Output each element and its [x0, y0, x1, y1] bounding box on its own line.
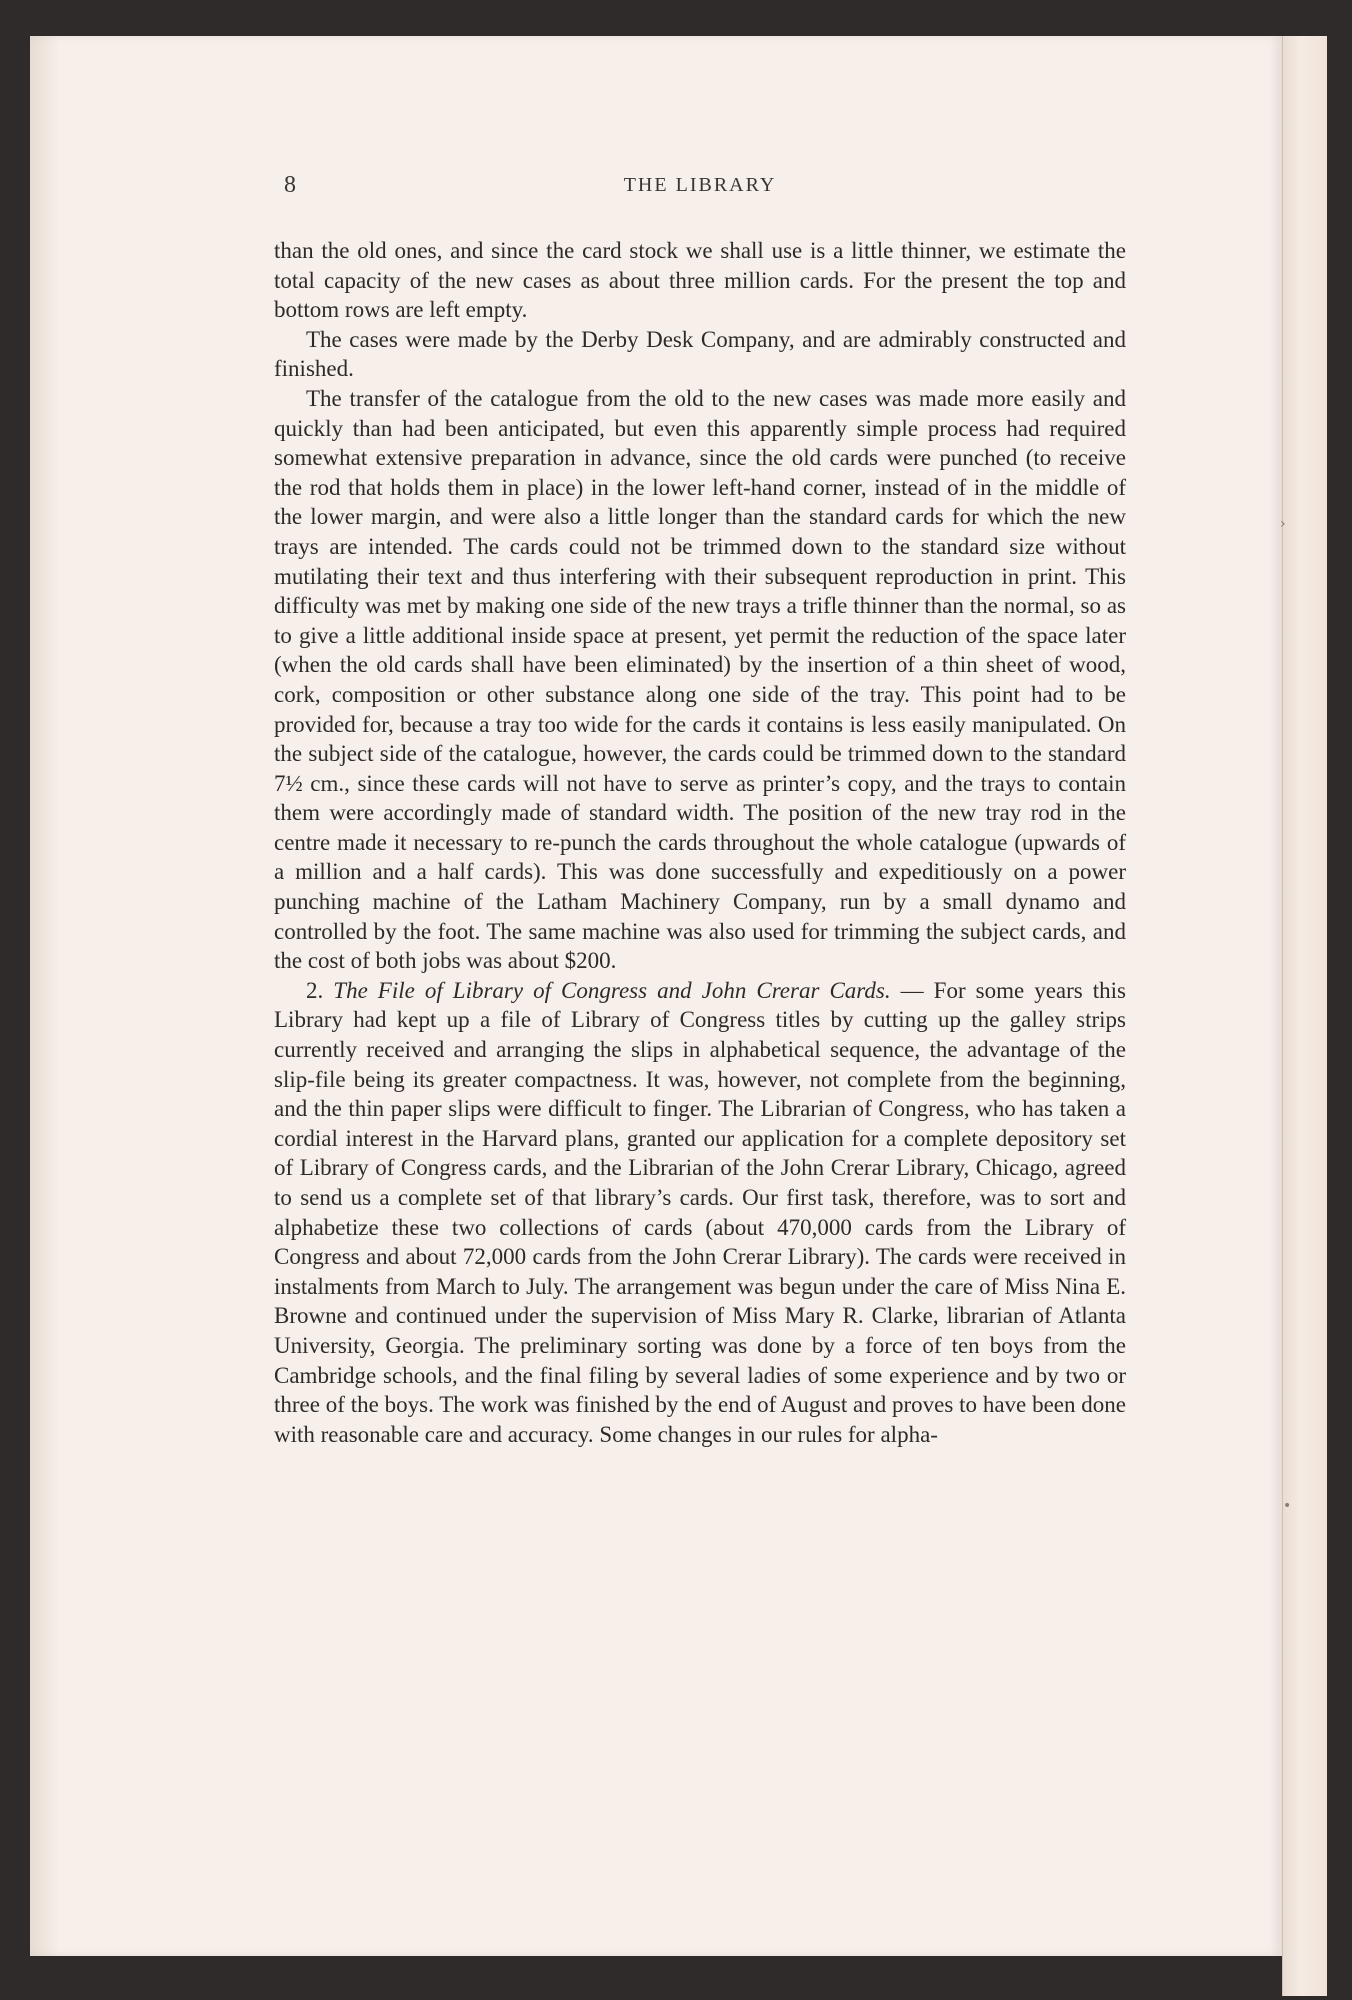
page-number: 8: [284, 172, 296, 198]
body-text: [274, 236, 1126, 1449]
page-header: [280, 172, 1120, 202]
running-head: THE LIBRARY: [623, 174, 777, 196]
section-body: — For some years this Library had kept up a file of Library of Congress titles by cutting up the galley strips currently received and arranging the slips in alphabetical sequence, the advantage of the slip-file being its greater compactness. It was, however, not complete from the beginning, and the thin paper slips were difficult to finger. The Librarian of Congress, who has taken a cordial interest in the Harvard plans, granted our application for a complete depository set of Library of Congress cards, and the Librarian of the John Crerar Library, Chicago, agreed to send us a complete set of that library’s cards. Our first task, therefore, was to sort and alphabetize these two collections of cards (about 470,000 cards from the Library of Congress and about 72,000 cards from the John Crerar Library). The cards were received in instalments from March to July. The arrangement was begun under the care of Miss Nina E. Browne and continued under the supervision of Miss Mary R. Clarke, librarian of Atlanta University, Georgia. The preliminary sorting was done by a force of ten boys from the Cambridge schools, and the final filing by several ladies of some experience and by two or three of the boys. The work was finished by the end of August and proves to have been done with reasonable care and accuracy. Some changes in our rules for alpha-: [274, 977, 1126, 1447]
paragraph-4: [274, 976, 1126, 1450]
margin-mark: •: [1283, 1498, 1292, 1514]
paragraph-3: The transfer of the catalogue from the old to the new cases was made more easily and quickly than had been anticipated, but even this apparently simple process had required somewhat extensive preparation in advance, since the old cards were punched (to receive the rod that holds them in place) in the lower left-hand corner, instead of in the middle of the lower margin, and were also a little longer than the standard cards for which the new trays are intended. The cards could not be trimmed down to the standard size without mutilating their text and thus interfering with their subsequent reproduction in print. This difficulty was met by making one side of the new trays a trifle thinner than the normal, so as to give a little additional inside space at present, yet permit the reduction of the space later (when the old cards shall have been eliminated) by the insertion of a thin sheet of wood, cork, composition or other substance along one side of the tray. This point had to be provided for, because a tray too wide for the cards it contains is less easily manipulated. On the subject side of the catalogue, however, the cards could be trimmed down to the standard 7½ cm., since these cards will not have to serve as printer’s copy, and the trays to contain them were accordingly made of standard width. The position of the new tray rod in the centre made it necessary to re-punch the cards throughout the whole catalogue (upwards of a million and a half cards). This was done successfully and expeditiously on a power punching machine of the Latham Machinery Company, run by a small dynamo and controlled by the foot. The same machine was also used for trimming the subject cards, and the cost of both jobs was about $200.: [274, 385, 1126, 974]
margin-mark: ›: [1280, 516, 1286, 532]
section-number: 2.: [306, 977, 324, 1003]
paragraph-2: The cases were made by the Derby Desk Company, and are admirably constructed and finished.: [274, 326, 1126, 382]
paragraph-1: than the old ones, and since the card stock we shall use is a little thinner, we estimate the total capacity of the new cases as about three million cards. For the present the top and bottom rows are left empty.: [274, 238, 1126, 323]
section-title: The File of Library of Congress and John Crerar Cards.: [333, 977, 891, 1003]
page-edge: [1282, 36, 1327, 1996]
page-gutter-shadow: [30, 36, 60, 1956]
